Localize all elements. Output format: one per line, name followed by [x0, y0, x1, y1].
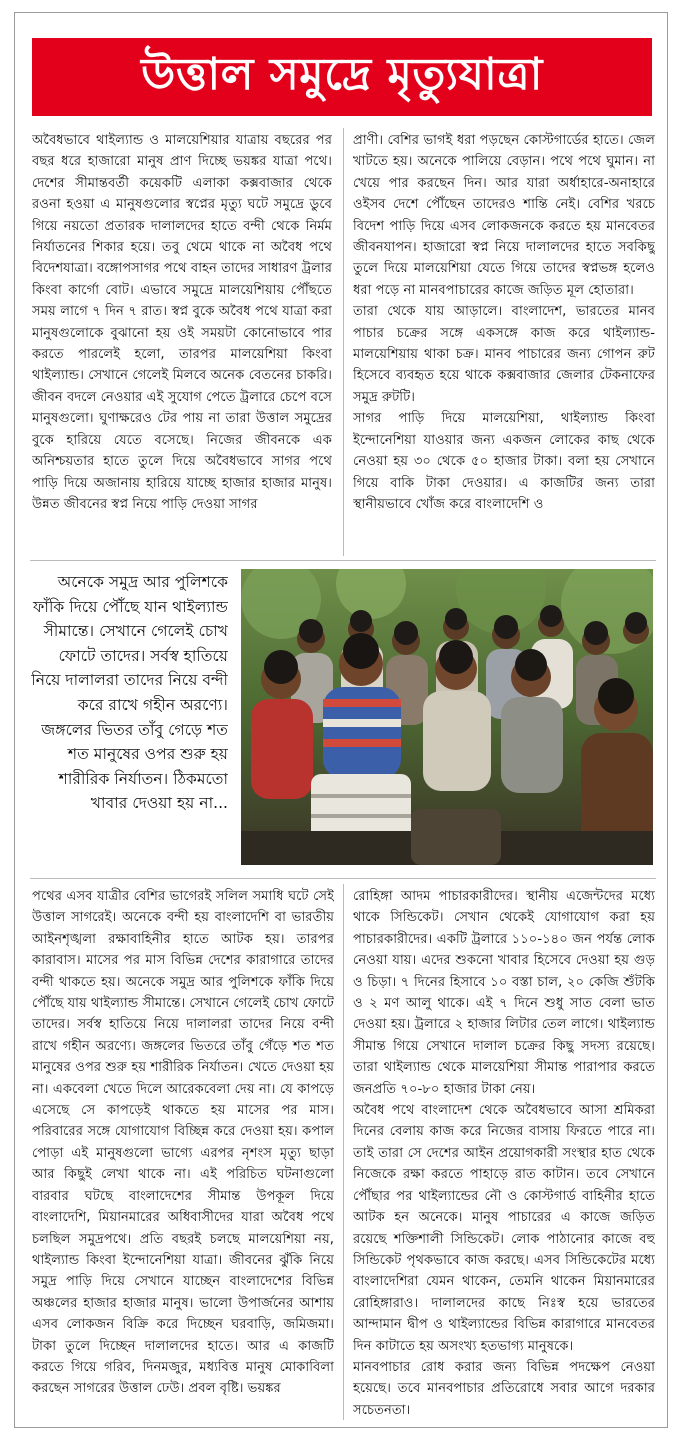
headline-banner: [32, 38, 652, 116]
news-photo: [241, 569, 653, 865]
article-column-bottom-right: [353, 886, 655, 1416]
paragraph: অবৈধ পথে বাংলাদেশ থেকে অবৈধভাবে আসা শ্রমিকরা দিনের বেলায় কাজ করে নিজের বাসায় ফিরতে পারে না। তাই তারা সে দেশের আইন প্রয়োগকারী সংস্থার হাত থেকে নিজেকে রক্ষা করতে পাহাড়ে রাত কাটান। তবে সেখানে পৌঁছার পর থাইল্যান্ডের নৌ ও কোস্টগার্ড বাহিনীর হাতে আটক হন অনেকে। মানুষ পাচারের এ কাজে জড়িত রয়েছে শক্তিশালী সিন্ডিকেট। লোক পাঠানোর কাজে বহু সিন্ডিকেট পৃথকভাবে কাজ করছে। এসব সিন্ডিকেটের মধ্যে বাংলাদেশিরা যেমন থাকেন, তেমনি থাকেন মিয়ানমারের রোহিঙ্গারাও। দালালদের কাছে নিঃস্ব হয়ে ভারতের আন্দামান দ্বীপ ও থাইল্যান্ডের বিভিন্ন কারাগারে মানবেতর দিন কাটাতে হয় অসংখ্য হতভাগ্য মানুষকে।: [353, 1103, 655, 1354]
pull-quote-text: অনেকে সমুদ্র আর পুলিশকে ফাঁকি দিয়ে পৌঁছে যান থাইল্যান্ড সীমান্তে। সেখানে গেলেই চোখ ফোটে তাদের। সর্বস্ব হাতিয়ে নিয়ে দালালরা তাদের নিয়ে বন্দী করে রাখে গহীন অরণ্যে। জঙ্গলের ভিতর তাঁবু গেড়ে শত শত মানুষের ওপর শুরু হয় শারীরিক নির্যাতন। ঠিকমতো খাবার দেওয়া হয় না...: [31, 573, 228, 813]
pull-quote: [30, 570, 228, 870]
paragraph: প্রাণী। বেশির ভাগই ধরা পড়ছেন কোস্টগার্ডের হাতে। জেল খাটতে হয়। অনেকে পালিয়ে বেড়ান। পথে পথে ঘুমান। না খেয়ে পার করছেন দিন। আর যারা অর্ধাহারে-অনাহারে ওইসব দেশে পৌঁছেন তাদেরও শান্তি নেই। বেশির খরচে বিদেশ পাড়ি দিয়ে এসব লোকজনকে করতে হয় মানবেতর জীবনযাপন। হাজারো স্বপ্ন নিয়ে দালালদের হাতে সবকিছু তুলে দিয়ে মালয়েশিয়া যেতে গিয়ে তাদের স্বপ্নভঙ্গ হলেও ধরা পড়ে না মানবপাচারের কাজে জড়িত মূল হোতারা।: [353, 133, 655, 298]
paragraph: রোহিঙ্গা আদম পাচারকারীদের। স্থানীয় এজেন্টদের মধ্যে থাকে সিন্ডিকেট। সেখান থেকেই যোগাযোগ করা হয় পাচারকারীদের। একটি ট্রলারে ১১০-১৪০ জন পর্যন্ত লোক নেওয়া যায়। এদের শুকনো খাবার হিসেবে দেওয়া হয় গুড় ও চিড়া। ৭ দিনের হিসাবে ১০ বস্তা চাল, ২০ কেজি শুঁটকি ও ২ মণ আলু থাকে। এই ৭ দিনে শুধু সাত বেলা ভাত দেওয়া হয়। ট্রলারে ২ হাজার লিটার তেল লাগে। থাইল্যান্ড সীমান্ত গিয়ে সেখানে দালাল চক্রের কিছু সদস্য রয়েছে। তারা থাইল্যান্ড থেকে মালয়েশিয়া সীমান্ত পারাপার করতে জনপ্রতি ৭০-৮০ হাজার টাকা নেয়।: [353, 889, 655, 1097]
paragraph: সাগর পাড়ি দিয়ে মালয়েশিয়া, থাইল্যান্ড কিংবা ইন্দোনেশিয়া যাওয়ার জন্য একজন লোকের কাছ থেকে নেওয়া হয় ৩০ থেকে ৫০ হাজার টাকা। বলা হয় সেখানে গিয়ে বাকি টাকা দেওয়ার। এ কাজটির জন্য তারা স্থানীয়ভাবে খোঁজ করে বাংলাদেশি ও: [353, 411, 655, 512]
migrants-photo-illustration: [241, 569, 653, 865]
section-divider: [30, 560, 656, 561]
column-divider: [343, 884, 344, 1420]
article-column-bottom-left: [32, 886, 334, 1416]
paragraph: পথের এসব যাত্রীর বেশির ভাগেরই সলিল সমাধি ঘটে সেই উত্তাল সাগরেই। অনেকে বন্দী হয় বাংলাদেশি বা ভারতীয় আইনশৃঙ্খলা রক্ষাবাহিনীর হাতে আটক হয়। তারপর কারাবাস। মাসের পর মাস বিভিন্ন দেশের কারাগারে তাদের বন্দী থাকতে হয়। অনেকে সমুদ্র আর পুলিশকে ফাঁকি দিয়ে পৌঁছে যায় থাইল্যান্ড সীমান্তে। সেখানে গেলেই চোখ ফোটে তাদের। সর্বস্ব হাতিয়ে নিয়ে দালালরা তাদের নিয়ে বন্দী রাখে গহীন অরণ্যে। জঙ্গলের ভিতরে তাঁবু গেঁড়ে শত শত মানুষের ওপর শুরু হয় শারীরিক নির্যাতন। খেতে দেওয়া হয় না। একবেলা খেতে দিলে আরেকবেলা দেয় না। যে কাপড়ে এসেছে সে কাপড়েই থাকতে হয় মাসের পর মাস। পরিবারের সঙ্গে যোগাযোগ বিচ্ছিন্ন করে দেওয়া হয়। কপাল পোড়া এই মানুষগুলো ভাগ্যে এরপর নৃশংস মৃত্যু ছাড়া আর কিছুই লেখা থাকে না। এই পরিচিত ঘটনাগুলো বারবার ঘটছে বাংলাদেশের সীমান্ত উপকূল দিয়ে বাংলাদেশি, মিয়ানমারের অধিবাসীদের যারা অবৈধ পথে চলছিল সমুদ্রপথে। প্রতি বছরই চলছে মালয়েশিয়া নয়, থাইল্যান্ড কিংবা ইন্দোনেশিয়া যাত্রা। জীবনের ঝুঁকি নিয়ে সমুদ্র পাড়ি দিয়ে সেখানে যাচ্ছেন বাংলাদেশের বিভিন্ন অঞ্চলের হাজার হাজার মানুষ। ভালো উপার্জনের আশায় এসব লোকজন বিক্রি করে দিচ্ছেন ঘরবাড়ি, জমিজমা। টাকা তুলে দিচ্ছেন দালালদের হাতে। আর এ কাজটি করতে গিয়ে গরিব, দিনমজুর, মধ্যবিত্ত মানুষ মোকাবিলা করছেন সাগরের উত্তাল ঢেউ। প্রবল বৃষ্টি। ভয়ঙ্কর: [32, 889, 334, 1397]
paragraph: তারা থেকে যায় আড়ালে। বাংলাদেশ, ভারতের মানব পাচার চক্রের সঙ্গে একসঙ্গে কাজ করে থাইল্যান্ড-মালয়েশিয়ায় থাকা চক্র। মানব পাচারের জন্য গোপন রুট হিসেবে ব্যবহৃত হয়ে থাকে কক্সবাজার জেলার টেকনাফের সমুদ্র রুটটি।: [353, 304, 655, 405]
section-divider: [30, 878, 656, 879]
paragraph: অবৈধভাবে থাইল্যান্ড ও মালয়েশিয়ার যাত্রায় বছরের পর বছর ধরে হাজারো মানুষ প্রাণ দিচ্ছে ভয়ঙ্কর যাত্রা পথে। দেশের সীমান্তবর্তী কয়েকটি এলাকা কক্সবাজার থেকে রওনা হওয়া এ মানুষগুলোর স্বপ্নের মৃত্যু ঘটে সমুদ্রে ডুবে গিয়ে নয়তো প্রতারক দালালদের হাতে বন্দী থেকে নির্মম নির্যাতনের শিকার হয়ে। তবু থেমে থাকে না অবৈধ পথে বিদেশযাত্রা। বঙ্গোপসাগর পথে বাহন তাদের সাধারণ ট্রলার কিংবা কার্গো বোট। এভাবে সমুদ্রে মালয়েশিয়ায় পৌঁছতে সময় লাগে ৭ দিন ৭ রাত। স্বপ্ন বুকে অবৈধ পথে যাত্রা করা মানুষগুলোকে বুঝানো হয় ওই সময়টা কোনোভাবে পার করতে পারলেই হলো, তারপর মালয়েশিয়া কিংবা থাইল্যান্ড। সেখানে গেলেই মিলবে অনেক বেতনের চাকরি। জীবন বদলে নেওয়ার এই সুযোগ পেতে ট্রলারে চেপে বসে মানুষগুলো। ঘুণাক্ষরেও টের পায় না তারা উত্তাল সমুদ্রের বুকে হারিয়ে যেতে বসেছে। নিজের জীবনকে এক অনিশ্চয়তার হাতে তুলে দিয়ে অবৈধভাবে সাগর পথে পাড়ি দিয়ে অজানায় হারিয়ে যাচ্ছে হাজার হাজার মানুষ। উন্নত জীবনের স্বপ্ন নিয়ে পাড়ি দেওয়া সাগর: [32, 133, 332, 512]
article-column-top-right: [353, 130, 655, 550]
column-divider: [343, 128, 344, 556]
article-column-top-left: [32, 130, 332, 550]
paragraph: মানবপাচার রোধ করার জন্য বিভিন্ন পদক্ষেপ নেওয়া হয়েছে। তবে মানবপাচার প্রতিরোধে সবার আগে দরকার সচেতনতা।: [353, 1359, 655, 1416]
headline: উত্তাল সমুদ্রে মৃত্যুযাত্রা: [141, 48, 543, 100]
